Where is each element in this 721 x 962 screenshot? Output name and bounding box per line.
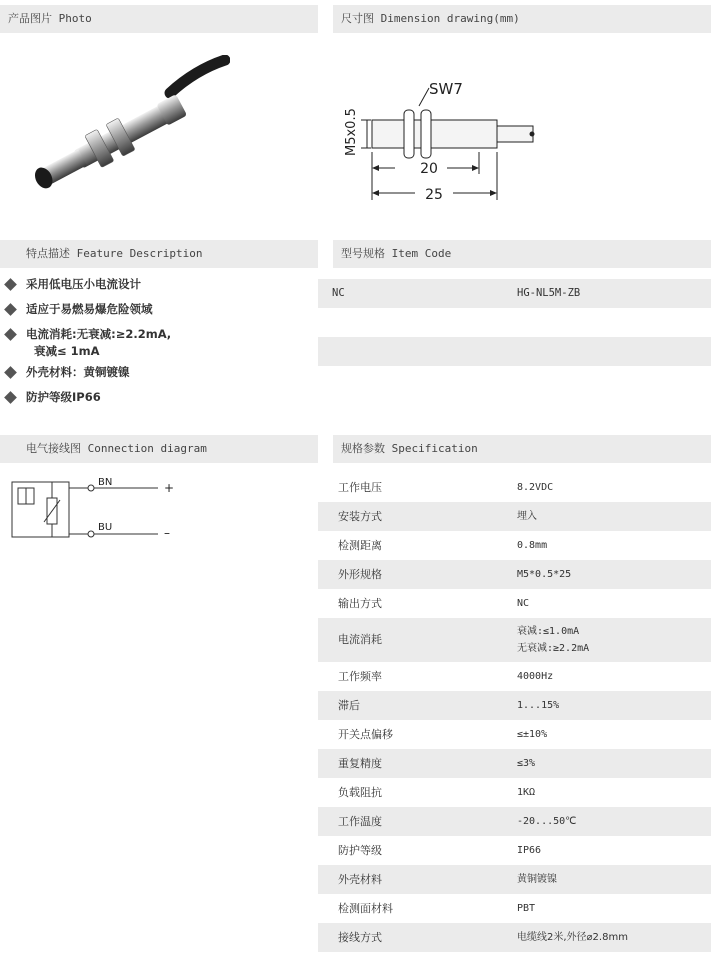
header-connection: 电气接线图 Connection diagram [0, 435, 318, 463]
spec-row: 接线方式 电缆线2米,外径⌀2.8mm [318, 923, 711, 952]
spec-row: 负载阻抗 1KΩ [338, 786, 536, 799]
terminal-plus: + [164, 481, 175, 495]
item-code-table [318, 279, 711, 366]
spec-row: 工作温度 -20...50℃ [318, 807, 711, 836]
dimension-drawing [325, 72, 555, 207]
feature-item: 防护等级IP66 [6, 389, 306, 406]
feature-item: 外壳材料：黄铜镀镍 [6, 364, 306, 381]
product-photo [20, 55, 230, 215]
spec-row: 工作电压 8.2VDC [338, 481, 554, 494]
spec-row: 防护等级 IP66 [338, 844, 542, 857]
header-dimension: 尺寸图 Dimension drawing(mm) [333, 5, 711, 33]
spec-row: 开关点偏移 ≤±10% [338, 728, 548, 741]
item-code-row [318, 279, 711, 308]
header-photo: 产品图片 Photo [0, 5, 318, 33]
item-code-empty-row [318, 337, 711, 366]
feature-item: 采用低电压小电流设计 [6, 276, 306, 293]
wire-bu-label: BU [98, 522, 113, 533]
feature-item: 电流消耗:无衰减:≥2.2mA, 衰减≤ 1mA [6, 326, 306, 360]
header-specification: 规格参数 Specification [333, 435, 711, 463]
spec-row: 安装方式 埋入 [318, 502, 711, 531]
spec-row: 输出方式 NC [338, 597, 530, 610]
spec-row: 检测距离 0.8mm [338, 539, 548, 552]
spec-row: 工作频率 4000Hz [338, 670, 554, 683]
spec-row: 滞后 1...15% [318, 691, 711, 720]
feature-item: 适应于易燃易爆危险领域 [6, 301, 306, 318]
item-code-value: HG-NL5M-ZB [517, 287, 581, 299]
spec-row: 检测面材料 PBT [338, 902, 536, 915]
dim-thread-label: M5x0.5 [344, 108, 359, 156]
wire-bn-label: BN [98, 477, 113, 488]
item-code-type: NC [332, 287, 345, 299]
dim-sw-label: SW7 [429, 80, 463, 98]
terminal-minus: – [164, 526, 170, 540]
spec-table [318, 473, 711, 952]
spec-row: 电流消耗 衰减:≤1.0mA 无衰减:≥2.2mA [318, 618, 711, 662]
header-item-code: 型号规格 Item Code [333, 240, 711, 268]
connection-diagram [10, 474, 185, 544]
dim-20-label: 20 [420, 161, 438, 177]
spec-row: 重复精度 ≤3% [318, 749, 711, 778]
header-feature: 特点描述 Feature Description [0, 240, 318, 268]
spec-row: 外壳材料 黄铜镀镍 [318, 865, 711, 894]
item-code-empty-row [318, 308, 711, 337]
spec-row: 外形规格 M5*0.5*25 [318, 560, 711, 589]
feature-list [6, 276, 306, 414]
dim-25-label: 25 [425, 187, 443, 203]
